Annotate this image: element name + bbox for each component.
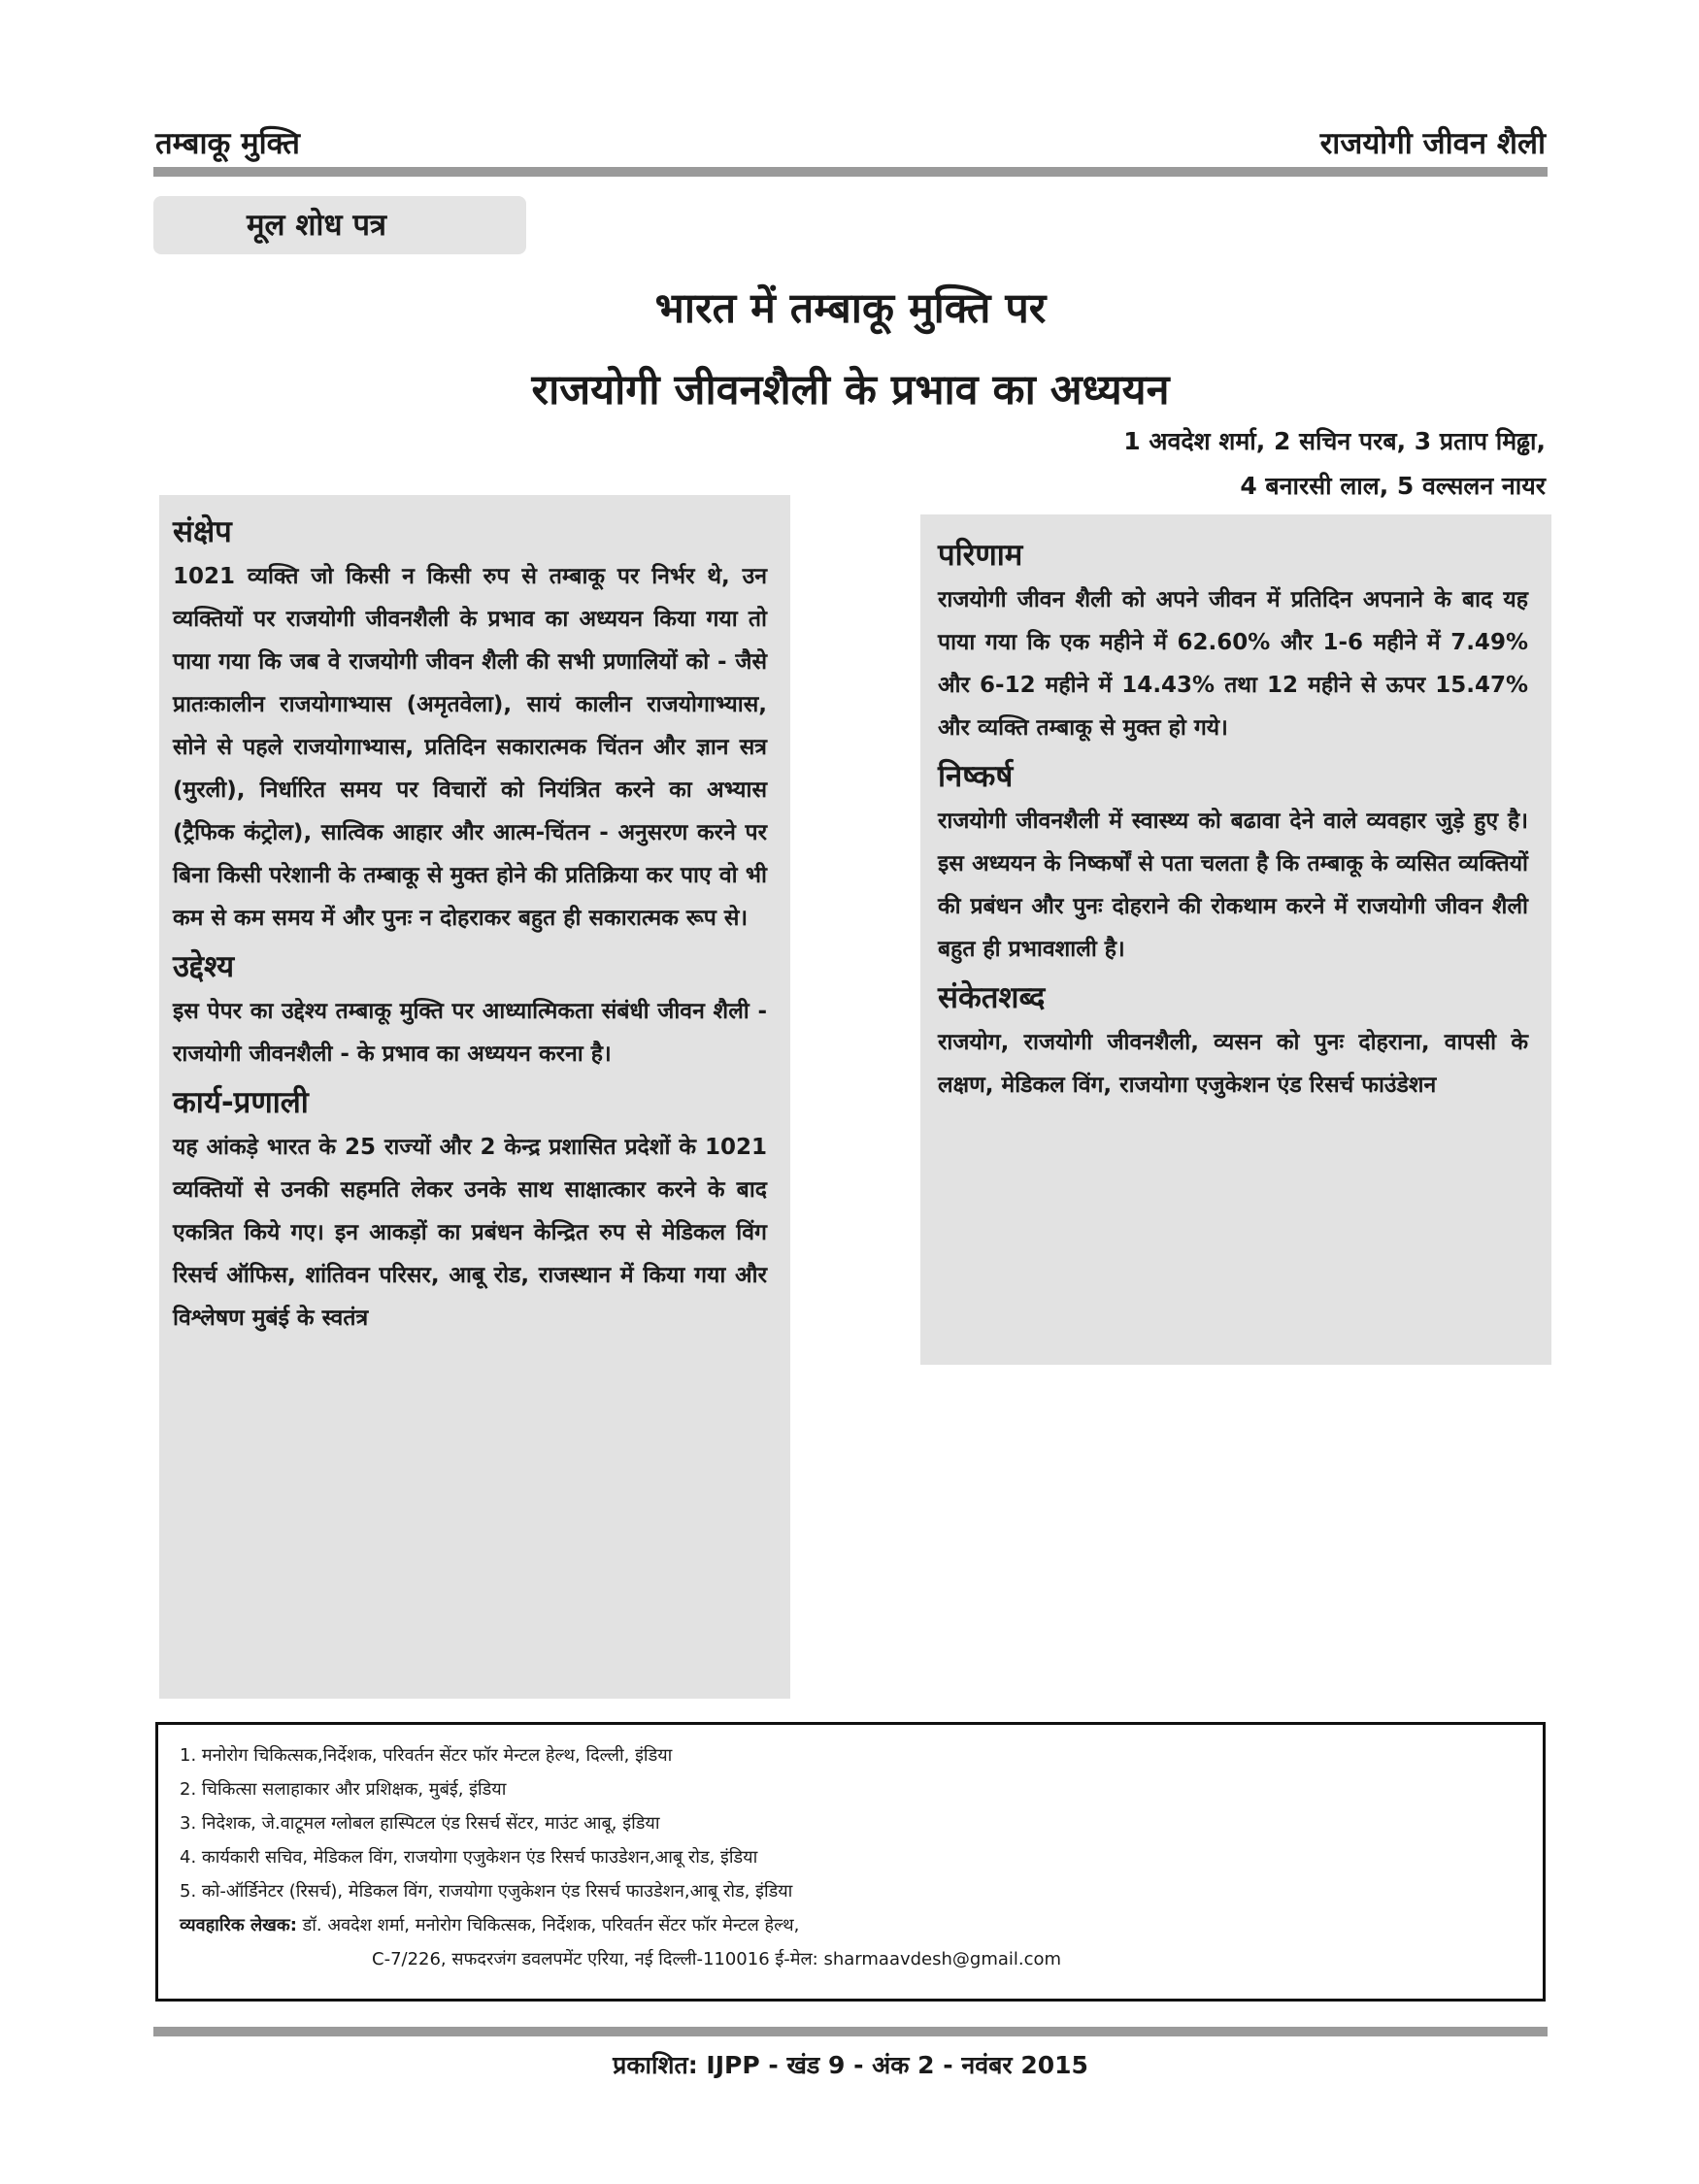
methods-heading: कार्य-प्रणाली	[173, 1085, 309, 1120]
keywords-heading: संकेतशब्द	[938, 980, 1046, 1015]
correspondence-line-1	[180, 1908, 1521, 1942]
title-line-2: राजयोगी जीवनशैली के प्रभाव का अध्ययन	[531, 366, 1170, 414]
keywords-text: राजयोग, राजयोगी जीवनशैली, व्यसन को पुनः दोहराना, वापसी के लक्षण, मेडिकल विंग, राजयोगा एजुकेशन एंड रिसर्च फाउंडेशन	[938, 1030, 1528, 1098]
abstract-left-column	[159, 495, 790, 1699]
results-text: राजयोगी जीवन शैली को अपने जीवन में प्रतिदिन अपनाने के बाद यह पाया गया कि एक महीने में 62.60% और 1-6 महीने में 7.49% और 6-12 महीने में 14.43% तथा 12 महीने से ऊपर 15.47% और व्यक्ति तम्बाकू से मुक्त हो गये।	[938, 587, 1528, 741]
running-header-left: तम्बाकू मुक्ति	[155, 126, 300, 161]
running-header-right: राजयोगी जीवन शैली	[1319, 126, 1546, 161]
affiliations-box	[155, 1722, 1546, 2002]
affiliation-item: 2. चिकित्सा सलाहाकार और प्रशिक्षक, मुबंई, इंडिया	[180, 1779, 507, 1800]
affiliation-item: 3. निदेशक, जे.वाटूमल ग्लोबल हास्पिटल एंड रिसर्च सेंटर, माउंट आबू, इंडिया	[180, 1813, 660, 1834]
header-rule	[153, 167, 1548, 177]
objective-text: इस पेपर का उद्देश्य तम्बाकू मुक्ति पर आध्यात्मिकता संबंधी जीवन शैली - राजयोगी जीवनशैली - के प्रभाव का अध्ययन करना है।	[173, 999, 767, 1067]
conclusion-text: राजयोगी जीवनशैली में स्वास्थ्य को बढावा देने वाले व्यवहार जुड़े हुए है। इस अध्ययन के निष्कर्षों से पता चलता है कि तम्बाकू के व्यसित व्यक्तियों की प्रबंधन और पुनः दोहराने की रोकथाम करने में राजयोगी जीवन शैली बहुत ही प्रभावशाली है।	[938, 809, 1528, 962]
results-heading: परिणाम	[938, 538, 1023, 573]
article-type-badge: मूल शोध पत्र	[153, 196, 526, 254]
methods-text: यह आंकड़े भारत के 25 राज्यों और 2 केन्द्र प्रशासित प्रदेशों के 1021 व्यक्तियों से उनकी सहमति लेकर उनके साथ साक्षात्कार करने के बाद एकत्रित किये गए। इन आकड़ों का प्रबंधन केन्द्रित रुप से मेडिकल विंग रिसर्च ऑफिस, शांतिवन परिसर, आबू रोड, राजस्थान में किया गया और विश्लेषण मुबंई के स्वतंत्र	[173, 1135, 767, 1331]
affiliation-item: 5. को-ऑर्डिनेटर (रिसर्च), मेडिकल विंग, राजयोगा एजुकेशन एंड रिसर्च फाउडेशन,आबू रोड, इंडिया	[180, 1881, 793, 1902]
affiliation-item: 4. कार्यकारी सचिव, मेडिकल विंग, राजयोगा एजुकेशन एंड रिसर्च फाउडेशन,आबू रोड, इंडिया	[180, 1847, 758, 1868]
conclusion-heading: निष्कर्ष	[938, 759, 1014, 794]
publication-footer: प्रकाशित: IJPP - खंड 9 - अंक 2 - नवंबर 2015	[613, 2051, 1088, 2079]
authors-line-1: 1 अवदेश शर्मा, 2 सचिन परब, 3 प्रताप मिढ्ढा,	[1123, 427, 1546, 455]
correspondence-address: C-7/226, सफदरजंग डवलपमेंट एरिया, नई दिल्ली-110016 ई-मेल: sharmaavdesh@gmail.com	[372, 1949, 1062, 1969]
abstract-right-column	[920, 514, 1551, 1365]
footer-rule	[153, 2027, 1548, 2036]
author-list	[1123, 419, 1546, 509]
correspondence-label: व्यवहारिक लेखक:	[180, 1915, 297, 1936]
abstract-heading: संक्षेप	[173, 514, 232, 549]
abstract-text: 1021 व्यक्ति जो किसी न किसी रुप से तम्बाकू पर निर्भर थे, उन व्यक्तियों पर राजयोगी जीवनशैली के प्रभाव का अध्ययन किया गया तो पाया गया कि जब वे राजयोगी जीवन शैली की सभी प्रणालियों को - जैसे प्रातःकालीन राजयोगाभ्यास (अमृतवेला), सायं कालीन राजयोगाभ्यास, सोने से पहले राजयोगाभ्यास, प्रतिदिन सकारात्मक चिंतन और ज्ञान सत्र (मुरली), निर्धारित समय पर विचारों को नियंत्रित करने का अभ्यास (ट्रैफिक कंट्रोल), सात्विक आहार और आत्म-चिंतन - अनुसरण करने पर बिना किसी परेशानी के तम्बाकू से मुक्त होने की प्रतिक्रिया कर पाए वो भी कम से कम समय में और पुनः न दोहराकर बहुत ही सकारात्मक रूप से।	[173, 564, 767, 931]
authors-line-2: 4 बनारसी लाल, 5 वल्सलन नायर	[1240, 472, 1546, 500]
title-line-1: भारत में तम्बाकू मुक्ति पर	[654, 284, 1047, 333]
affiliation-item: 1. मनोरोग चिकित्सक,निर्देशक, परिवर्तन सेंटर फॉर मेन्टल हेल्थ, दिल्ली, इंडिया	[180, 1745, 673, 1766]
correspondence-author: डॉ. अवदेश शर्मा, मनोरोग चिकित्सक, निर्देशक, परिवर्तन सेंटर फॉर मेन्टल हेल्थ,	[302, 1915, 800, 1936]
objective-heading: उद्देश्य	[173, 949, 235, 984]
article-title	[153, 268, 1548, 431]
